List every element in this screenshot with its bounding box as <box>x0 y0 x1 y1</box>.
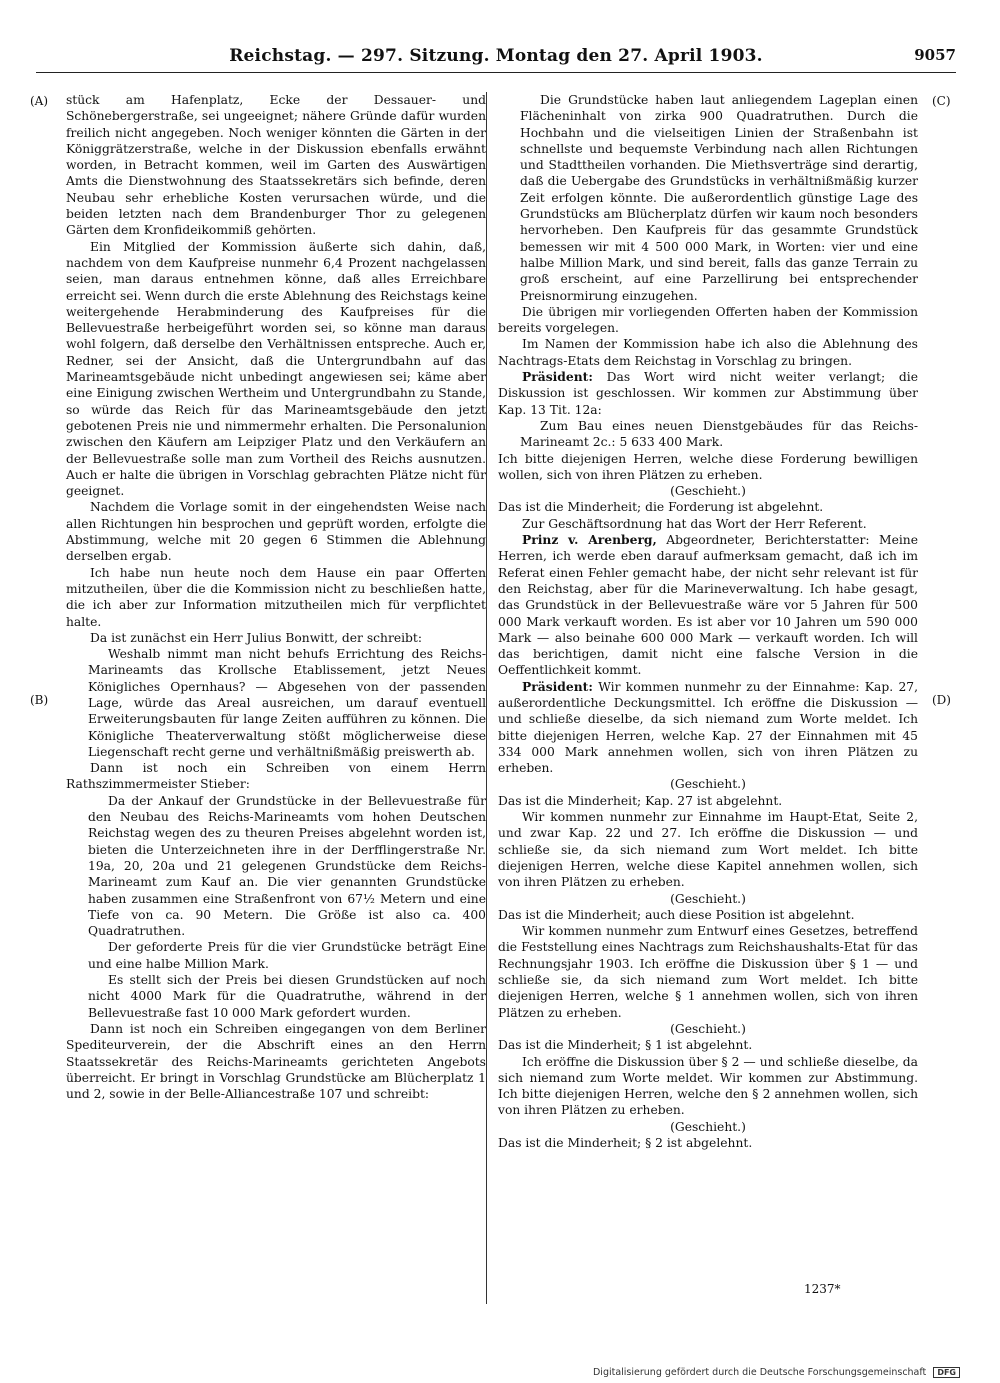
paragraph <box>88 793 486 940</box>
paragraph <box>498 451 918 484</box>
paragraph <box>498 679 918 777</box>
margin-marker-c: (C) <box>932 94 951 108</box>
paragraph-text: Die Grundstücke haben laut anliegendem Lageplan einen Flächeninhalt von zirka 900 Quadratruthen. Durch die Hochbahn und die vielseitigen Linien der Straßenbahn ist schnellste und bequemste Verbindung nach allen Richtungen und Stadttheilen vorhanden. Die Miethsverträge sind derartig, daß die Uebergabe des Grundstücks in verhältnißmäßig kurzer Zeit erfolgen könnte. Die außerordentlich günstige Lage des Grundstücks am Blücherplatz dürfen wir kaum noch besonders hervorheben. Den Kaufpreis für das gesammte Grundstück bemessen wir mit 4 500 000 Mark, in Worten: vier und eine halbe Million Mark, und sind bereit, falls das ganze Terrain zu groß erscheint, auf eine Parzellirung bei entsprechender Preisnormirung einzugehen. <box>520 93 918 303</box>
paragraph-text: Zur Geschäftsordnung hat das Wort der Herr Referent. <box>522 516 867 531</box>
column-divider <box>486 92 487 1304</box>
paragraph <box>498 923 918 1021</box>
page-number: 9057 <box>914 46 956 64</box>
paragraph <box>88 646 486 760</box>
paragraph-text: Zum Bau eines neuen Dienstgebäudes für das Reichs-Marineamt 2c.: 5 633 400 Mark. <box>520 418 918 450</box>
paragraph-text: Das ist die Minderheit; Kap. 27 ist abgelehnt. <box>498 793 783 808</box>
paragraph-text: Dann ist noch ein Schreiben von einem Herrn Rathszimmermeister Stieber: <box>66 761 486 792</box>
paragraph-text: Abgeordneter, Berichterstatter: Meine Herren, ich werde eben darauf aufmerksam gemacht, daß ich im Referat einen Fehler gemacht habe, der nicht sehr relevant ist für den Reichstag, aber für die Marineverwaltung. Ich habe gesagt, das Grundstück in der Bellevuestraße wäre vor 5 Jahren für 500 000 Mark verkauft worden. Es ist aber vor 10 Jahren um 590 000 Mark — also beinahe 600 000 Mark — verkauft worden. Ich will das berichtigen, damit nicht eine falsche Version in die Oeffentlichkeit kommt. <box>498 533 918 678</box>
paragraph <box>498 1037 918 1053</box>
paragraph <box>498 776 918 792</box>
margin-marker-b: (B) <box>30 693 49 707</box>
paragraph-text: Da der Ankauf der Grundstücke in der Bellevuestraße für den Neubau des Reichs-Marineamts vom hohen Deutschen Reichstag wegen des zu theuren Preises abgelehnt worden ist, bieten die Unterzeichneten ihre in der Derfflingerstraße Nr. 19a, 20, 20a und 21 gelegenen Grundstücke dem Reichs-Marineamt zum Kauf an. Die vier genannten Grundstücke haben zusammen eine Straßenfront von 67½ Metern und eine Tiefe von ca. 90 Metern. Die Größe ist also ca. 400 Quadratruthen. <box>88 793 486 939</box>
paragraph-text: Ich bitte diejenigen Herren, welche diese Forderung bewilligen wollen, sich von ihren Plätzen zu erheben. <box>498 451 918 482</box>
paragraph-text: (Geschieht.) <box>670 777 746 792</box>
paragraph-text: Ein Mitglied der Kommission äußerte sich dahin, daß, nachdem von dem Kaufpreise nunmehr 6,4 Prozent nachgelassen seien, man daraus entnehmen könne, daß alles Erreichbare erreicht sei. Wenn durch die erste Ablehnung des Reichstags keine weitergehende Herabminderung des Kaufpreises für die Bellevuestraße herbeigeführt worden sei, so könne man daraus wohl folgern, daß derselbe den Verhältnissen entspreche. Auch er, Redner, sei der Ansicht, daß die Untergrundbahn auf das Marineamtsgebäude nicht unbedingt angewiesen sei; käme aber eine Einigung zwischen Wertheim und Untergrundbahn zu Stande, so würde das Reich für das Marineamtsgebäude den jetzt gebotenen Preis nie und nimmermehr erhalten. Die Personalunion zwischen den Käufern am Leipziger Platz und den Verkäufern an der Bellevuestraße solle man zum Vortheil des Reichs ausnutzen. Auch er halte die übrigen in Vorschlag gebrachten Plätze nicht für geeignet. <box>66 239 486 499</box>
speaker-label: Präsident: <box>522 678 593 694</box>
paragraph <box>498 1119 918 1135</box>
paragraph <box>498 532 918 679</box>
paragraph-text: Dann ist noch ein Schreiben eingegangen von dem Berliner Spediteurverein, der die Abschrift eines an den Herrn Staatssekretär des Reichs-Marineamts gerichteten Angebots überreicht. Er bringt in Vorschlag Grundstücke am Blücherplatz 1 und 2, sowie in der Belle-Alliancestraße 107 und schreibt: <box>66 1021 486 1102</box>
paragraph-text: Wir kommen nunmehr zum Entwurf eines Gesetzes, betreffend die Feststellung eines Nachtrags zum Reichshaushalts-Etat für das Rechnungsjahr 1903. Ich eröffne die Diskussion über § 1 — und schließe sie, da sich niemand zum Wort meldet. Ich bitte diejenigen Herren, welche § 1 annehmen wollen, sich von ihren Plätzen zu erheben. <box>498 924 918 1020</box>
paragraph <box>498 809 918 890</box>
paragraph-text: (Geschieht.) <box>670 484 746 499</box>
left-column <box>66 92 486 1102</box>
right-column <box>498 92 918 1151</box>
paragraph <box>498 1054 918 1119</box>
paragraph-text: Die übrigen mir vorliegenden Offerten haben der Kommission bereits vorgelegen. <box>498 304 918 336</box>
paragraph <box>498 336 918 369</box>
paragraph <box>66 92 486 239</box>
paragraph-text: Das Wort wird nicht weiter verlangt; die Diskussion ist geschlossen. Wir kommen zur Abstimmung über Kap. 13 Tit. 12a: <box>498 370 918 417</box>
paragraph-text: Im Namen der Kommission habe ich also die Ablehnung des Nachtrags-Etats dem Reichstag in Vorschlag zu bringen. <box>498 337 918 368</box>
paragraph <box>498 516 918 532</box>
paragraph-text: Ich habe nun heute noch dem Hause ein paar Offerten mitzutheilen, über die die Kommission nicht zu beschließen hatte, die ich aber zur Information mitzutheilen mich für verpflichtet halte. <box>66 565 486 629</box>
paragraph-text: Da ist zunächst ein Herr Julius Bonwitt, der schreibt: <box>90 630 422 645</box>
paragraph <box>88 972 486 1021</box>
paragraph-text: (Geschieht.) <box>670 1021 746 1036</box>
page-header <box>36 44 956 73</box>
paragraph <box>498 907 918 923</box>
signature-mark: 1237* <box>804 1282 841 1296</box>
paragraph-text: Weshalb nimmt man nicht behufs Errichtung des Reichs-Marineamts das Krollsche Etablissement, jetzt Neues Königliches Opernhaus? — Abgesehen von der passenden Lage, würde das Areal ausreichen, um darauf eventuell Erweiterungsbauten für lange Zeiten aufführen zu können. Die Königliche Theaterverwaltung stößt möglicherweise diese Liegenschaft recht gerne und verhältnißmäßig preiswerth ab. <box>88 647 486 759</box>
paragraph-text: (Geschieht.) <box>670 1119 746 1134</box>
footer-text: Digitalisierung gefördert durch die Deutsche Forschungsgemeinschaft <box>592 1367 927 1378</box>
dfg-logo: DFG <box>933 1367 960 1378</box>
paragraph <box>66 1021 486 1102</box>
paragraph-text: Das ist die Minderheit; § 2 ist abgelehnt. <box>498 1136 753 1150</box>
paragraph <box>66 499 486 564</box>
paragraph <box>520 418 918 451</box>
paragraph <box>498 1021 918 1037</box>
paragraph <box>66 239 486 500</box>
paragraph-text: Das ist die Minderheit; § 1 ist abgelehnt. <box>498 1038 753 1053</box>
margin-marker-a: (A) <box>30 94 49 108</box>
speaker-label: Prinz v. Arenberg, <box>522 532 657 548</box>
paragraph <box>498 891 918 907</box>
paragraph-text: (Geschieht.) <box>670 891 746 906</box>
paragraph <box>66 565 486 630</box>
running-title: Reichstag. — 297. Sitzung. Montag den 27. April 1903. <box>229 46 763 66</box>
paragraph-text: Das ist die Minderheit; auch diese Position ist abgelehnt. <box>498 907 855 922</box>
footer <box>593 1367 960 1378</box>
paragraph <box>520 92 918 304</box>
paragraph <box>88 939 486 972</box>
paragraph <box>498 483 918 499</box>
paragraph <box>498 499 918 515</box>
paragraph-text: Das ist die Minderheit; die Forderung ist abgelehnt. <box>498 500 824 515</box>
margin-marker-d: (D) <box>932 693 951 707</box>
speaker-label: Präsident: <box>522 369 593 385</box>
paragraph-text: Ich eröffne die Diskussion über § 2 — und schließe dieselbe, da sich niemand zum Worte meldet. Wir kommen zur Abstimmung. Ich bitte diejenigen Herren, welche den § 2 annehmen wollen, sich von ihren Plätzen zu erheben. <box>498 1054 918 1118</box>
paragraph-text: Nachdem die Vorlage somit in der eingehendsten Weise nach allen Richtungen hin besprochen und geprüft worden, erfolgte die Abstimmung, welche mit 20 gegen 6 Stimmen die Ablehnung derselben ergab. <box>66 500 486 564</box>
paragraph <box>66 630 486 646</box>
paragraph-text: Wir kommen nunmehr zur Einnahme im Haupt-Etat, Seite 2, und zwar Kap. 22 und 27. Ich eröffne die Diskussion — und schließe sie, da sich niemand zum Wort meldet. Ich bitte diejenigen Herren, welche diese Kapitel annehmen wollen, sich von ihren Plätzen zu erheben. <box>498 810 918 890</box>
paragraph-text: Es stellt sich der Preis bei diesen Grundstücken auf noch nicht 4000 Mark für die Quadratruthe, während in der Bellevuestraße fast 10 000 Mark gefordert wurden. <box>88 973 486 1020</box>
paragraph-text: Der geforderte Preis für die vier Grundstücke beträgt Eine und eine halbe Million Mark. <box>88 940 486 971</box>
paragraph-text: stück am Hafenplatz, Ecke der Dessauer- und Schönebergerstraße, sei ungeeignet; nähere Gründe dafür wurden freilich nicht angegeben. Noch weniger könnten die Gärten in der Königgrätzerstraße, welche in der Diskussion ebenfalls erwähnt worden, in Betracht kommen, weil im Garten des Auswärtigen Amts die Dienstwohnung des Staatssekretärs sich befinde, deren Neubau sehr erhebliche Kosten verursachen würde, und die beiden letzten nach dem Brandenburger Thor zu gelegenen Gärten dem Kronfideikommiß gehörten. <box>66 93 486 238</box>
paragraph <box>66 760 486 793</box>
paragraph <box>498 1135 918 1151</box>
paragraph <box>498 369 918 418</box>
paragraph-text: Wir kommen nunmehr zu der Einnahme: Kap. 27, außerordentliche Deckungsmittel. Ich eröffne die Diskussion — und schließe dieselbe, da sich niemand zum Worte meldet. Ich bitte diejenigen Herren, welche Kap. 27 der Einnahmen mit 45 334 000 Mark annehmen wollen, sich von ihren Plätzen zu erheben. <box>498 679 918 776</box>
paragraph <box>498 793 918 809</box>
paragraph <box>498 304 918 337</box>
